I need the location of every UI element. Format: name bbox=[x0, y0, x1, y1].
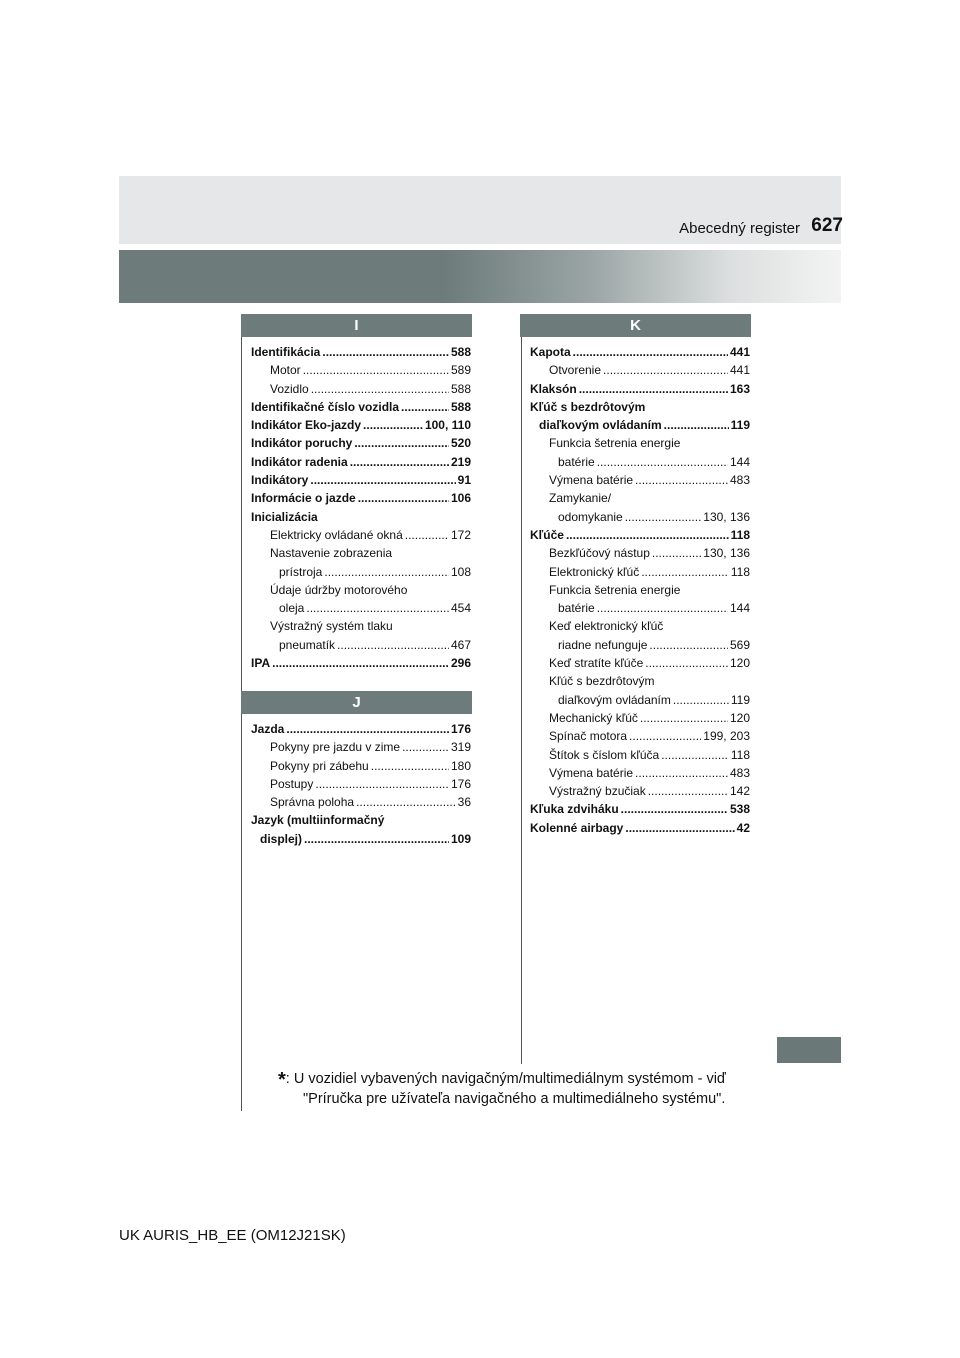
footnote-line-2: "Príručka pre užívateľa navigačného a multimediálneho systému". bbox=[303, 1091, 726, 1107]
index-entry bbox=[251, 489, 471, 507]
entry-term: Klaksón bbox=[530, 381, 577, 396]
entry-page: 180 bbox=[450, 758, 471, 773]
entry-page: 109 bbox=[450, 831, 471, 846]
dot-leader bbox=[401, 398, 449, 416]
dot-leader bbox=[322, 343, 449, 361]
footnote bbox=[278, 1067, 750, 1109]
index-entry bbox=[530, 489, 750, 507]
entry-page: 106 bbox=[450, 491, 471, 506]
index-entry bbox=[251, 343, 471, 361]
dot-leader bbox=[354, 434, 449, 452]
index-entry bbox=[251, 398, 471, 416]
index-entry bbox=[530, 617, 750, 635]
entry-page: 588 bbox=[450, 381, 471, 396]
dot-leader bbox=[358, 489, 449, 507]
entry-term: Údaje údržby motorového bbox=[270, 582, 408, 597]
entry-page: 130, 136 bbox=[703, 546, 750, 561]
entry-term: Mechanický kľúč bbox=[549, 710, 638, 725]
entries-i bbox=[241, 343, 471, 672]
dot-leader bbox=[597, 453, 728, 471]
index-entry bbox=[530, 819, 750, 837]
entry-page: 118 bbox=[730, 564, 750, 579]
entry-term: Zamykanie/ bbox=[549, 491, 612, 506]
index-entry bbox=[251, 636, 471, 654]
entry-term: batérie bbox=[558, 454, 595, 469]
decorative-band bbox=[119, 250, 841, 303]
index-entry bbox=[251, 775, 471, 793]
entry-term: Pokyny pri zábehu bbox=[270, 758, 369, 773]
entry-term: diaľkovým ovládaním bbox=[558, 692, 671, 707]
entry-term: Pokyny pre jazdu v zime bbox=[270, 740, 401, 755]
index-entry bbox=[251, 738, 471, 756]
entry-term: pneumatík bbox=[279, 637, 336, 652]
dot-leader bbox=[286, 720, 449, 738]
entry-page: 296 bbox=[450, 656, 471, 671]
entry-term: Identifikácia bbox=[251, 345, 321, 359]
index-entry bbox=[530, 471, 750, 489]
entries-j bbox=[241, 720, 471, 848]
entry-page: 172 bbox=[450, 527, 471, 542]
index-section-k bbox=[520, 314, 751, 837]
entry-term: Inicializácia bbox=[251, 509, 318, 524]
entry-page: 588 bbox=[450, 399, 471, 414]
index-entry bbox=[251, 563, 471, 581]
entry-term: Identifikačné číslo vozidla bbox=[251, 399, 400, 414]
index-entry bbox=[251, 471, 471, 489]
index-entry bbox=[251, 599, 471, 617]
index-entry bbox=[530, 764, 750, 782]
dot-leader bbox=[363, 416, 423, 434]
entry-page: 441 bbox=[729, 363, 750, 378]
entry-term: prístroja bbox=[279, 564, 323, 579]
index-entry bbox=[530, 782, 750, 800]
dot-leader bbox=[629, 727, 701, 745]
dot-leader bbox=[573, 343, 728, 361]
entry-term: Funkcia šetrenia energie bbox=[549, 582, 681, 597]
dot-leader bbox=[645, 654, 728, 672]
entry-term: batérie bbox=[558, 601, 595, 616]
dot-leader bbox=[673, 691, 729, 709]
dot-leader bbox=[597, 599, 728, 617]
dot-leader bbox=[303, 361, 449, 379]
entry-term: Výstražný bzučiak bbox=[549, 784, 646, 799]
entry-page: 100, 110 bbox=[424, 418, 471, 433]
index-entry bbox=[251, 811, 471, 829]
index-entry bbox=[530, 709, 750, 727]
page-number: 627 bbox=[811, 215, 843, 236]
entry-page: 108 bbox=[450, 564, 471, 579]
entry-page: 538 bbox=[729, 802, 750, 817]
entry-term: diaľkovým ovládaním bbox=[539, 418, 662, 433]
entry-page: 142 bbox=[729, 784, 750, 799]
entry-page: 467 bbox=[450, 637, 471, 652]
thumb-index-tab bbox=[777, 1037, 841, 1063]
entry-page: 163 bbox=[729, 381, 750, 396]
entry-term: Indikátor radenia bbox=[251, 454, 348, 469]
index-entry bbox=[530, 599, 750, 617]
dot-leader bbox=[566, 526, 729, 544]
entry-page: 118 bbox=[730, 747, 750, 762]
index-entry bbox=[530, 746, 750, 764]
index-entry bbox=[251, 654, 471, 672]
dot-leader bbox=[649, 636, 728, 654]
index-entry bbox=[251, 508, 471, 526]
index-entry bbox=[251, 617, 471, 635]
index-entry bbox=[530, 398, 750, 416]
index-entry bbox=[530, 526, 750, 544]
entry-term: Kľúč s bezdrôtovým bbox=[549, 674, 655, 689]
index-entry bbox=[251, 380, 471, 398]
entry-term: Elektricky ovládané okná bbox=[270, 527, 403, 542]
entry-page: 199, 203 bbox=[703, 729, 750, 744]
footnote-star: * bbox=[278, 1069, 286, 1091]
index-entry bbox=[251, 361, 471, 379]
dot-leader bbox=[315, 775, 449, 793]
section-letter-j: J bbox=[241, 691, 472, 714]
dot-leader bbox=[664, 416, 729, 434]
entry-term: Motor bbox=[270, 363, 301, 378]
entry-term: Nastavenie zobrazenia bbox=[270, 546, 393, 561]
dot-leader bbox=[272, 654, 449, 672]
index-entry bbox=[530, 654, 750, 672]
index-entry bbox=[530, 453, 750, 471]
entry-term: Keď stratíte kľúče bbox=[549, 656, 644, 671]
index-entry bbox=[251, 434, 471, 452]
entry-page: 589 bbox=[450, 363, 471, 378]
dot-leader bbox=[324, 563, 449, 581]
index-entry bbox=[530, 672, 750, 690]
entry-page: 91 bbox=[457, 473, 471, 488]
entry-page: 454 bbox=[450, 601, 471, 616]
entry-page: 441 bbox=[729, 345, 750, 359]
dot-leader bbox=[356, 793, 456, 811]
index-entry bbox=[530, 727, 750, 745]
dot-leader bbox=[635, 764, 728, 782]
entry-page: 42 bbox=[736, 820, 750, 835]
dot-leader bbox=[304, 830, 449, 848]
entry-page: 144 bbox=[729, 454, 750, 469]
dot-leader bbox=[310, 471, 455, 489]
entry-term: Výstražný systém tlaku bbox=[270, 619, 393, 634]
entry-term: Informácie o jazde bbox=[251, 491, 356, 506]
entry-term: Výmena batérie bbox=[549, 765, 634, 780]
index-entry bbox=[251, 453, 471, 471]
entry-page: 120 bbox=[729, 710, 750, 725]
entry-page: 176 bbox=[450, 722, 471, 736]
entry-term: Jazyk (multiinformačný bbox=[251, 813, 385, 828]
dot-leader bbox=[661, 746, 729, 764]
index-entry bbox=[251, 416, 471, 434]
entry-page: 219 bbox=[450, 454, 471, 469]
dot-leader bbox=[635, 471, 728, 489]
entry-page: 118 bbox=[730, 527, 750, 542]
index-entry bbox=[251, 720, 471, 738]
entry-term: Kľúče bbox=[530, 527, 564, 542]
dot-leader bbox=[641, 563, 729, 581]
index-entry bbox=[530, 416, 750, 434]
entry-page: 176 bbox=[450, 776, 471, 791]
section-letter-i: I bbox=[241, 314, 472, 337]
index-entry bbox=[530, 434, 750, 452]
index-entry bbox=[251, 544, 471, 562]
entry-term: Indikátor Eko-jazdy bbox=[251, 418, 362, 433]
entry-page: 520 bbox=[450, 436, 471, 451]
dot-leader bbox=[625, 508, 702, 526]
entry-page: 120 bbox=[729, 656, 750, 671]
index-entry bbox=[530, 343, 750, 361]
index-entry bbox=[251, 830, 471, 848]
entry-page: 36 bbox=[457, 795, 471, 810]
entry-page: 588 bbox=[450, 345, 471, 359]
entry-term: Indikátory bbox=[251, 473, 309, 488]
entry-term: Indikátor poruchy bbox=[251, 436, 353, 451]
index-entry bbox=[530, 800, 750, 818]
entry-term: Elektronický kľúč bbox=[549, 564, 640, 579]
entry-page: 483 bbox=[729, 473, 750, 488]
entry-term: Vozidlo bbox=[270, 381, 309, 396]
dot-leader bbox=[579, 380, 728, 398]
dot-leader bbox=[648, 782, 728, 800]
entry-page: 130, 136 bbox=[703, 509, 750, 524]
entry-term: Otvorenie bbox=[549, 363, 602, 378]
entry-term: odomykanie bbox=[558, 509, 623, 524]
entry-page: 319 bbox=[450, 740, 471, 755]
entry-term: Štítok s číslom kľúča bbox=[549, 747, 660, 762]
index-entry bbox=[530, 508, 750, 526]
entry-page: 483 bbox=[729, 765, 750, 780]
footnote-line-1: *: U vozidiel vybavených navigačným/multimediálnym systémom - viď bbox=[278, 1069, 726, 1091]
section-letter-k: K bbox=[520, 314, 751, 337]
index-entry bbox=[251, 793, 471, 811]
entry-page: 144 bbox=[729, 601, 750, 616]
entry-term: Kľuka zdviháku bbox=[530, 802, 619, 817]
entry-page: 119 bbox=[730, 418, 750, 433]
entry-page: 119 bbox=[730, 692, 750, 707]
entry-term: oleja bbox=[279, 601, 305, 616]
index-entry bbox=[530, 636, 750, 654]
dot-leader bbox=[337, 636, 449, 654]
entry-term: Výmena batérie bbox=[549, 473, 634, 488]
entry-term: displej) bbox=[260, 831, 303, 846]
index-entry bbox=[251, 526, 471, 544]
dot-leader bbox=[625, 819, 734, 837]
index-entry bbox=[251, 757, 471, 775]
dot-leader bbox=[371, 757, 449, 775]
dot-leader bbox=[402, 738, 449, 756]
index-entry bbox=[530, 361, 750, 379]
entry-term: riadne nefunguje bbox=[558, 637, 648, 652]
entry-term: Postupy bbox=[270, 776, 314, 791]
index-entry bbox=[251, 581, 471, 599]
dot-leader bbox=[603, 361, 728, 379]
entry-term: Jazda bbox=[251, 722, 285, 736]
index-entry bbox=[530, 691, 750, 709]
document-code: UK AURIS_HB_EE (OM12J21SK) bbox=[119, 1227, 346, 1244]
entries-k bbox=[520, 343, 750, 837]
index-section-i bbox=[241, 314, 472, 672]
entry-term: Spínač motora bbox=[549, 729, 628, 744]
entry-term: Správna poloha bbox=[270, 795, 355, 810]
dot-leader bbox=[350, 453, 449, 471]
entry-term: Kolenné airbagy bbox=[530, 820, 624, 835]
section-title: Abecedný register bbox=[679, 220, 800, 237]
entry-term: Bezkľúčový nástup bbox=[549, 546, 650, 561]
index-entry bbox=[530, 581, 750, 599]
dot-leader bbox=[652, 544, 701, 562]
dot-leader bbox=[306, 599, 449, 617]
entry-term: IPA bbox=[251, 656, 271, 671]
index-entry bbox=[530, 380, 750, 398]
dot-leader bbox=[405, 526, 449, 544]
entry-term: Kľúč s bezdrôtovým bbox=[530, 399, 646, 414]
dot-leader bbox=[621, 800, 728, 818]
index-entry bbox=[530, 544, 750, 562]
entry-term: Keď elektronický kľúč bbox=[549, 619, 664, 634]
index-section-j bbox=[241, 691, 472, 848]
index-entry bbox=[530, 563, 750, 581]
entry-term: Funkcia šetrenia energie bbox=[549, 436, 681, 451]
entry-term: Kapota bbox=[530, 345, 571, 359]
dot-leader bbox=[640, 709, 728, 727]
entry-page: 569 bbox=[729, 637, 750, 652]
dot-leader bbox=[311, 380, 449, 398]
